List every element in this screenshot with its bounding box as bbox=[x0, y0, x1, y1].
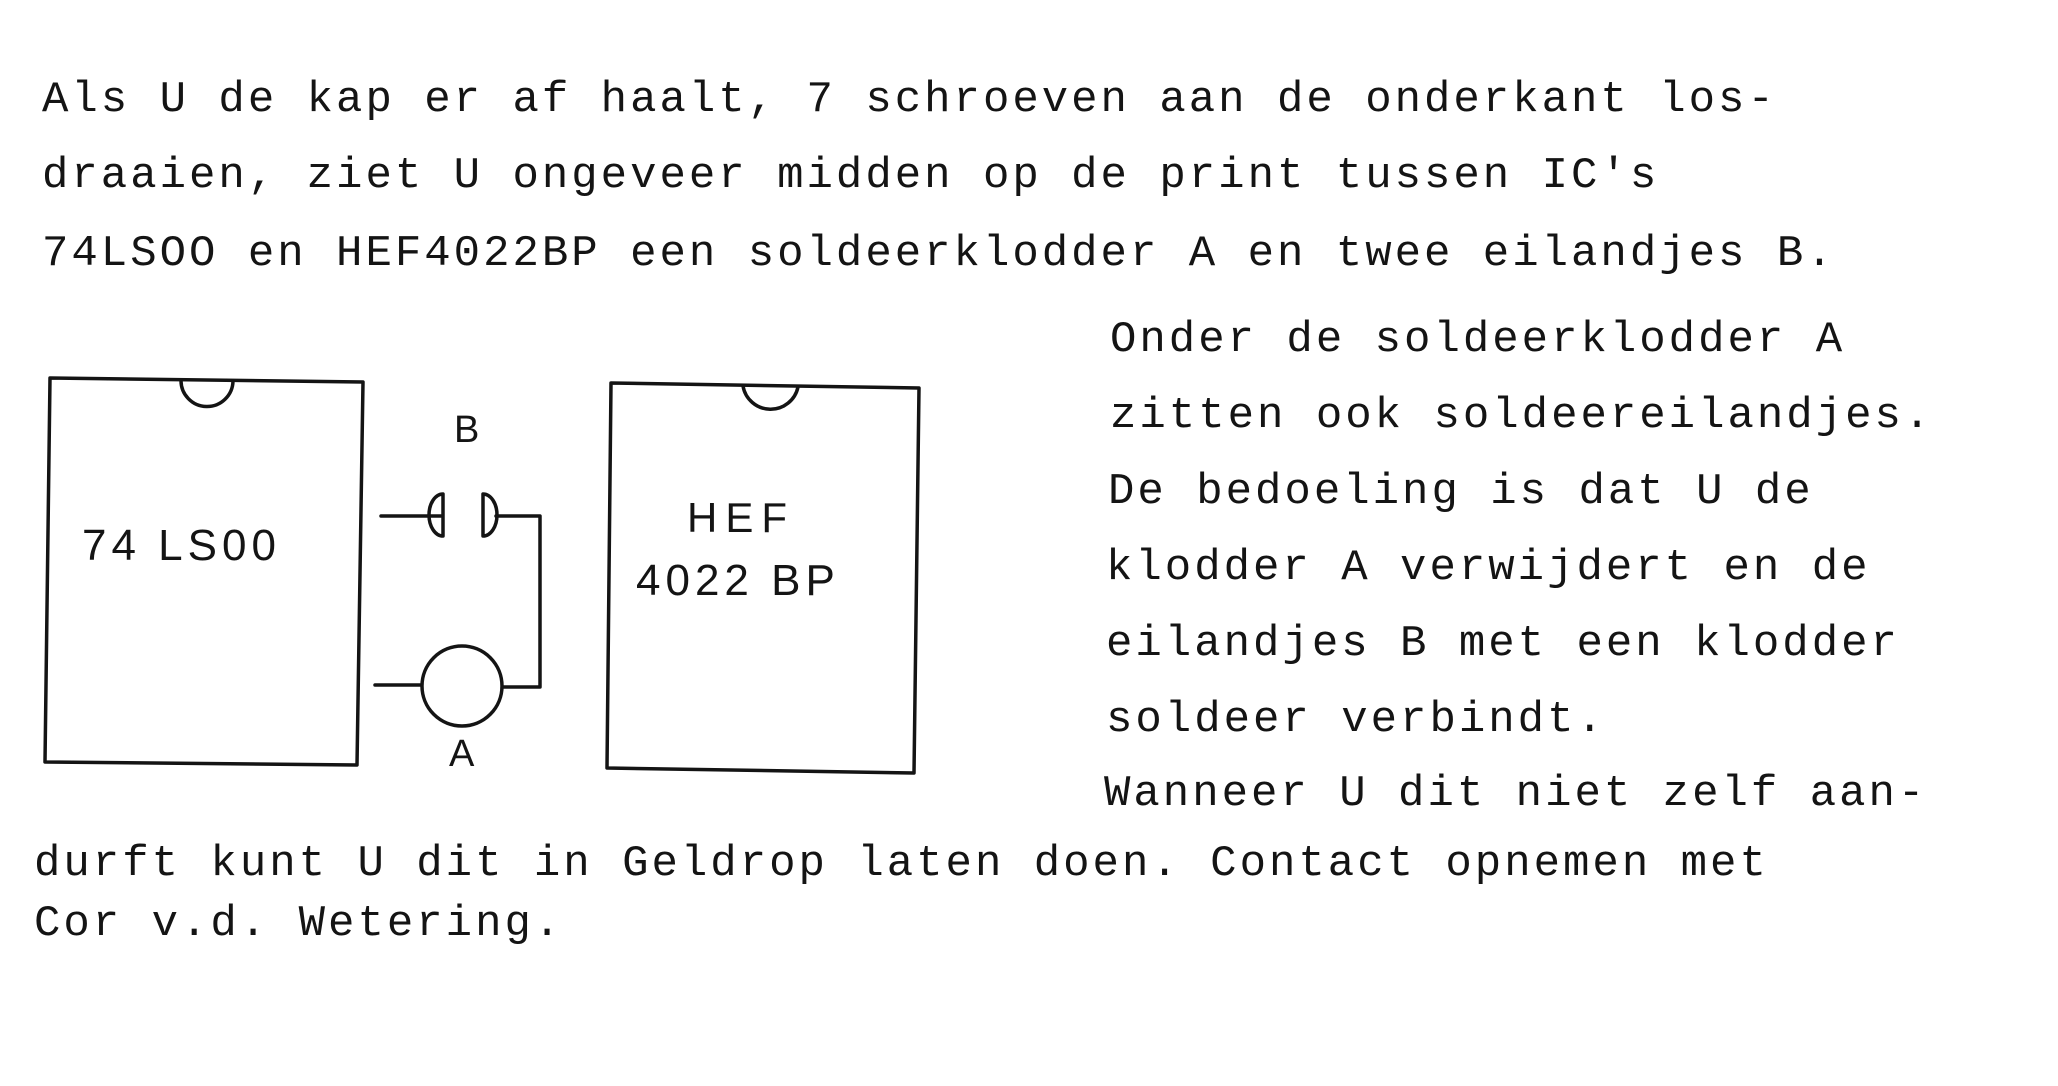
ic-74ls00-label: 74 LS00 bbox=[82, 521, 281, 570]
text-line-9: soldeer verbindt. bbox=[1106, 695, 1606, 745]
ic-hef4022bp-notch bbox=[743, 386, 798, 409]
ic-diagram bbox=[30, 360, 950, 780]
text-line-3: 74LSOO en HEF4022BP een soldeerklodder A en twee eilandjes B. bbox=[42, 229, 1836, 279]
ic-hef4022bp-label-line1: HEF bbox=[687, 494, 795, 541]
solder-blob-a-label: A bbox=[449, 733, 475, 775]
ic-74ls00-body bbox=[45, 378, 363, 765]
text-line-12: Cor v.d. Wetering. bbox=[34, 899, 564, 949]
text-line-7: klodder A verwijdert en de bbox=[1106, 543, 1871, 593]
solder-blob-a bbox=[422, 646, 502, 726]
pad-b-label: B bbox=[454, 409, 480, 451]
text-line-10: Wanneer U dit niet zelf aan- bbox=[1104, 769, 1928, 819]
text-line-4: Onder de soldeerklodder A bbox=[1110, 315, 1846, 365]
text-line-5: zitten ook soldeereilandjes. bbox=[1110, 391, 1934, 441]
ic-74ls00-notch bbox=[181, 380, 233, 407]
text-line-6: De bedoeling is dat U de bbox=[1108, 467, 1814, 517]
text-line-8: eilandjes B met een klodder bbox=[1106, 619, 1900, 669]
text-line-2: draaien, ziet U ongeveer midden op de print tussen IC's bbox=[42, 151, 1660, 201]
ic-hef4022bp-label-line2: 4022 BP bbox=[636, 556, 840, 605]
text-line-1: Als U de kap er af haalt, 7 schroeven aan de onderkant los- bbox=[42, 75, 1777, 125]
wire-b-right bbox=[496, 516, 540, 687]
text-line-11: durft kunt U dit in Geldrop laten doen. Contact opnemen met bbox=[34, 839, 1769, 889]
